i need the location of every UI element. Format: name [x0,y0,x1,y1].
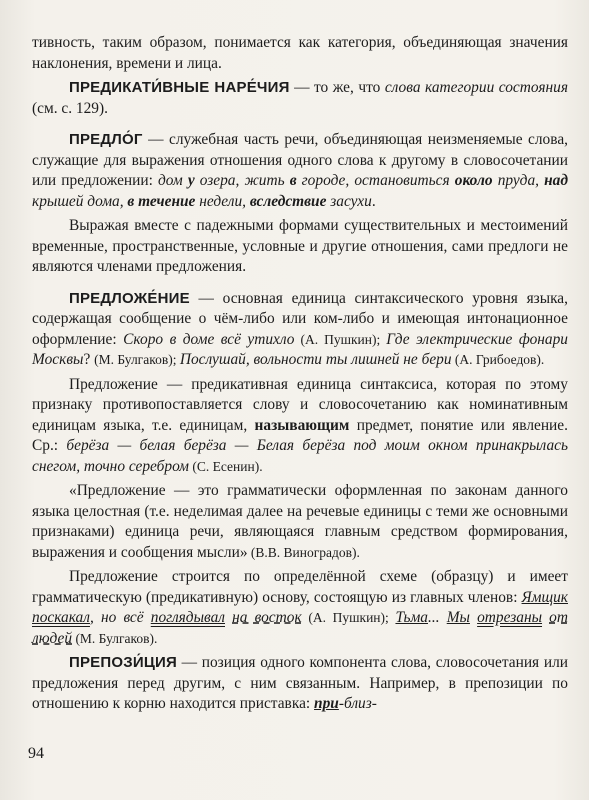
entry-term: ПРЕДЛОЖЕ́НИЕ [69,289,190,307]
paragraph-sentence-unit: Предложение — предикативная единица синтаксиса, которая по этому признаку противопоставляется слову и словосочетанию как номинативным единицам языка, т.е. единицам, называющим предмет, понятие или явление. Ср.: берёза — белая берёза — Белая берёза под моим окном принакрылась снегом, точно серебром (С. Есенин). [32,375,568,475]
entry-term: ПРЕДИКАТИ́ВНЫЕ НАРЕ́ЧИЯ [69,79,290,96]
example-text: Тьма... Мы отрезаны от людей [32,609,568,647]
entry-sentence: ПРЕДЛОЖЕ́НИЕ — основная единица синтаксического уровня языка, содержащая сообщение о чём-либо или ком-либо и имеющая интонационное оформление: Скоро в доме всё утихло (А. Пушкин); Где электрические фонари Москвы? (М. Булгаков); Послушай, вольности ты лишней не бери (А. Грибоедов). [32,289,568,368]
entry-preposition: ПРЕДЛО́Г — служебная часть речи, объединяющая неизменяемые слова, служащие для выражения отношения одного слова к другому в словосочетании или предложении: дом у озера, жить в городе, остановиться около пруда, над крышей дома, в течение недели, вследствие засухи. [32,131,568,210]
paragraph-continuation: тивность, таким образом, понимается как категория, объединяющая значения наклонения, времени и лица. [32,34,568,72]
entry-predicative-adverbs: ПРЕДИКАТИ́ВНЫЕ НАРЕ́ЧИЯ — то же, что слова категории состояния (см. с. 129). [32,79,568,117]
entry-term: ПРЕПОЗИ́ЦИЯ [69,654,177,671]
entry-term: ПРЕДЛО́Г [69,131,143,148]
page-text [32,33,568,726]
example-text: при-близ- [314,695,377,712]
paragraph-vinogradov-quote: «Предложение — это грамматически оформленная по законам данного языка целостная (т.е. неделимая далее на речевые единицы с теми же основными признаками) единица речи, являющаяся главным средством формирования, выражения и сообщения мысли» (В.В. Виноградов). [32,482,568,561]
paragraph-preposition-note: Выражая вместе с падежными формами существительных и местоимений временные, пространственные, условные и другие отношения, сами предлоги не являются членами предложения. [32,217,568,275]
example-text: Ямщик поскакал, но всё поглядывал на восток [32,588,568,626]
page-number: 94 [28,745,44,762]
entry-preposition-position: ПРЕПОЗИ́ЦИЯ — позиция одного компонента слова, словосочетания или предложения перед другим, с ним связанным. Например, в препозиции по отношению к корню находится приставка: при-близ- [32,654,568,712]
paragraph-sentence-scheme: Предложение строится по определённой схеме (образцу) и имеет грамматическую (предикативную) основу, состоящую из главных членов: Ямщик поскакал, но всё поглядывал на восток (А. Пушкин); Тьма... Мы отрезаны от людей (М. Булгаков). [32,568,568,647]
example-text: дом у озера, жить в городе, остановиться около пруда, над крышей дома, в течение недели, вследствие засухи [32,172,568,210]
